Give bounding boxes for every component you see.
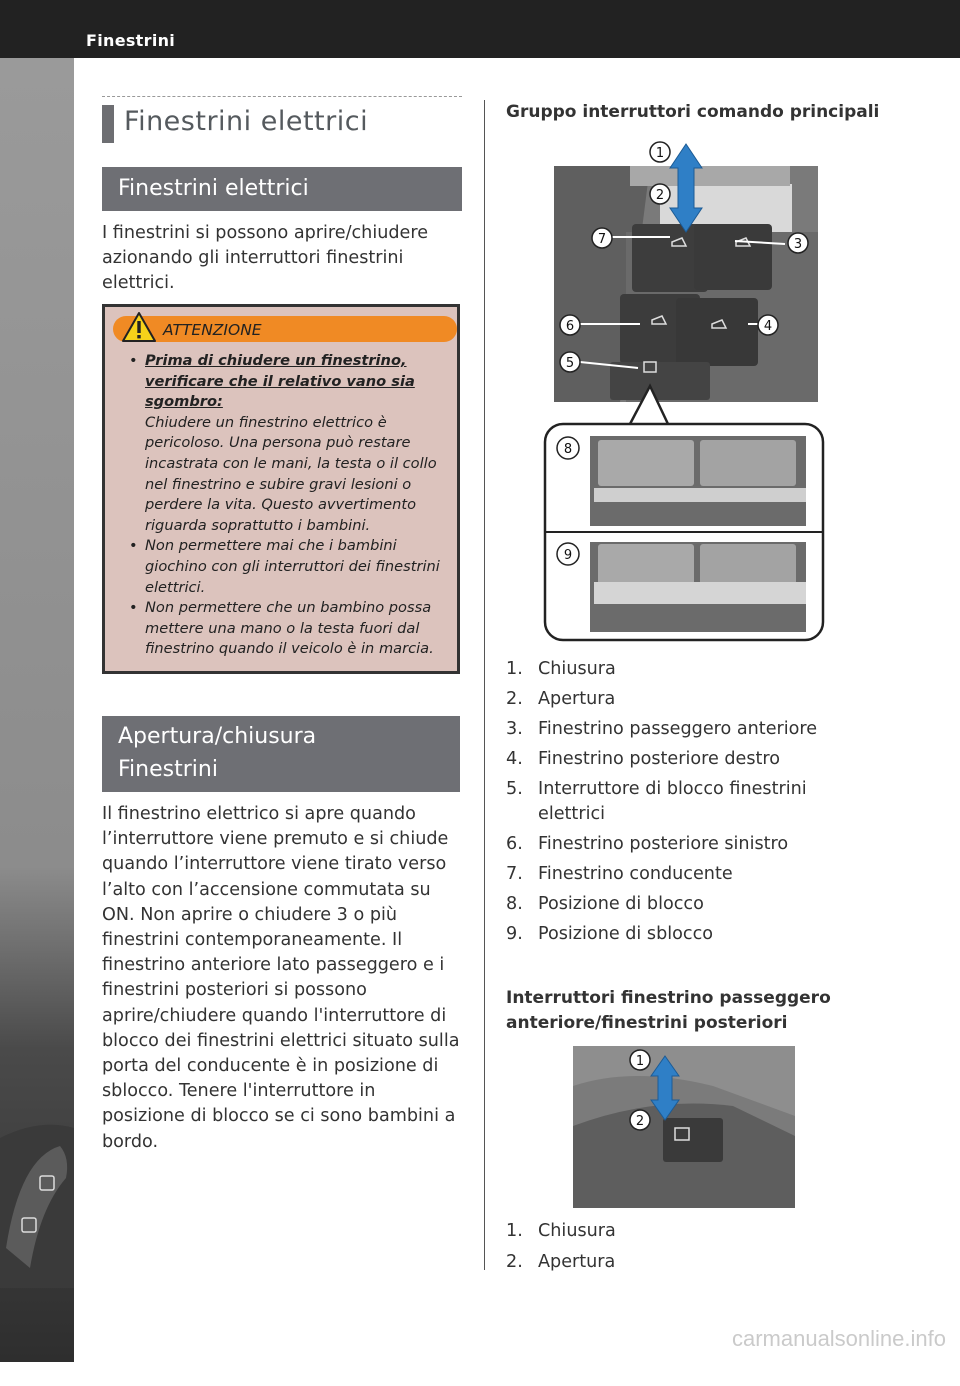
main-switch-figure: [540, 136, 830, 646]
warning-item-text: Chiudere un finestrino elettrico è pericoloso. Una persona può restare incastrata con le mani, la testa o il collo nel finestrino e subire gravi lesioni o perdere la vita. Questo avvertimento riguarda soprattutto i bambini.: [145, 413, 437, 534]
legend-text: Apertura: [538, 1252, 616, 1272]
section-open-close: [102, 716, 460, 1155]
legend-item: [506, 862, 926, 887]
legend-text: Finestrino passeggero anteriore: [538, 719, 818, 739]
legend-item: [506, 1219, 926, 1244]
callout-9: 9: [563, 548, 573, 563]
warning-item: [125, 351, 451, 536]
section-title-line: Apertura/chiusura: [118, 724, 317, 749]
callout-6: 6: [565, 319, 575, 334]
legend-text: Posizione di blocco: [538, 894, 704, 914]
legend-number: 2.: [506, 1252, 523, 1272]
warning-label: ATTENZIONE: [163, 321, 262, 339]
callout-2: 2: [655, 188, 665, 203]
open-close-text: Il finestrino elettrico si apre quando l’interruttore viene premuto e si chiude quando l’interruttore viene tirato verso l’alto con l’accensione commutata su ON. Non aprire o chiudere 3 o più finestrini contemporaneamente. Il finestrino anteriore lato passeggero e i finestrini posteriori si possono aprire/chiudere quando l'interruttore di blocco dei finestrini elettrici situato sulla porta del conducente è in posizione di sblocco. Tenere l'interruttore in posizione di blocco se ci sono bambini a bordo.: [102, 804, 460, 1152]
legend-number: 3.: [506, 719, 523, 739]
legend-text: Finestrino posteriore sinistro: [538, 834, 789, 854]
legend-item: [506, 892, 926, 917]
page-header: [0, 0, 960, 58]
callout-4: 4: [763, 319, 773, 334]
warning-list: [125, 351, 451, 660]
heading-accent-bar: [102, 105, 114, 143]
legend-text: Posizione di sblocco: [538, 924, 714, 944]
warning-item-heading: • Prima di chiudere un finestrino, verificare che il relativo vano sia sgombro:: [145, 352, 415, 411]
column-divider: [484, 100, 485, 1270]
callout-8: 8: [563, 442, 573, 457]
passenger-switch-legend: [506, 1219, 926, 1275]
warning-item-text: Non permettere che un bambino possa mettere una mano o la testa fuori dal finestrino quando il veicolo è in marcia.: [145, 599, 434, 658]
section-intro-text: I finestrini si possono aprire/chiudere azionando gli interruttori finestrini elettrici.: [102, 223, 429, 294]
warning-box: [102, 304, 460, 674]
right-column: [506, 100, 926, 125]
watermark: carmanualsonline.info: [731, 1326, 946, 1351]
legend-number: 5.: [506, 779, 523, 799]
passenger-title-line: Interruttori finestrino passeggero: [506, 988, 831, 1008]
legend-item: [506, 657, 926, 682]
legend-number: 6.: [506, 834, 523, 854]
callout-3: 3: [793, 237, 803, 252]
section-title-line: Finestrini: [118, 757, 218, 782]
warning-triangle-icon: [121, 311, 157, 343]
callout-5: 5: [565, 356, 575, 371]
main-heading: [102, 96, 462, 157]
door-lock-thumbnail: [0, 1098, 74, 1288]
page-number: 3-14: [18, 1358, 67, 1385]
section-title-power-windows: Finestrini elettrici: [102, 167, 462, 211]
legend-number: 2.: [506, 689, 523, 709]
legend-number: 4.: [506, 749, 523, 769]
callout-7: 7: [597, 232, 607, 247]
legend-number: 7.: [506, 864, 523, 884]
legend-number: 1.: [506, 659, 523, 679]
legend-text: Finestrino posteriore destro: [538, 749, 781, 769]
main-title: Finestrini elettrici: [124, 106, 369, 137]
legend-text: Chiusura: [538, 1221, 616, 1241]
legend-item: [506, 687, 926, 712]
left-column: [102, 96, 462, 297]
passenger-callout-2: 2: [635, 1114, 645, 1129]
passenger-switch-heading: [506, 986, 926, 1036]
callout-1: 1: [655, 146, 665, 161]
legend-text: Chiusura: [538, 659, 616, 679]
warning-item-text: Non permettere mai che i bambini giochino con gli interruttori dei finestrini elettrici.: [145, 537, 440, 596]
legend-number: 9.: [506, 924, 523, 944]
passenger-callout-1: 1: [635, 1054, 645, 1069]
main-switch-title: Gruppo interruttori comando principali: [506, 102, 880, 122]
legend-item: [506, 832, 926, 857]
legend-item: [506, 777, 838, 827]
legend-text: Finestrino conducente: [538, 864, 733, 884]
passenger-title-line: anteriore/finestrini posteriori: [506, 1013, 788, 1033]
legend-number: 8.: [506, 894, 523, 914]
warning-item: [125, 598, 451, 660]
legend-item: [506, 922, 926, 947]
sidebar-strip: [0, 58, 74, 1385]
legend-item: [506, 1250, 926, 1275]
passenger-switch-figure: [573, 1046, 795, 1208]
main-switch-legend: [506, 657, 926, 947]
legend-number: 1.: [506, 1221, 523, 1241]
section-title-open-close: [102, 716, 460, 792]
legend-item: [506, 747, 926, 772]
legend-text: Apertura: [538, 689, 616, 709]
header-title: Finestrini: [86, 31, 176, 50]
legend-text: Interruttore di blocco finestrini elettrici: [538, 779, 807, 824]
warning-item: [125, 536, 451, 598]
legend-item: [506, 717, 926, 742]
